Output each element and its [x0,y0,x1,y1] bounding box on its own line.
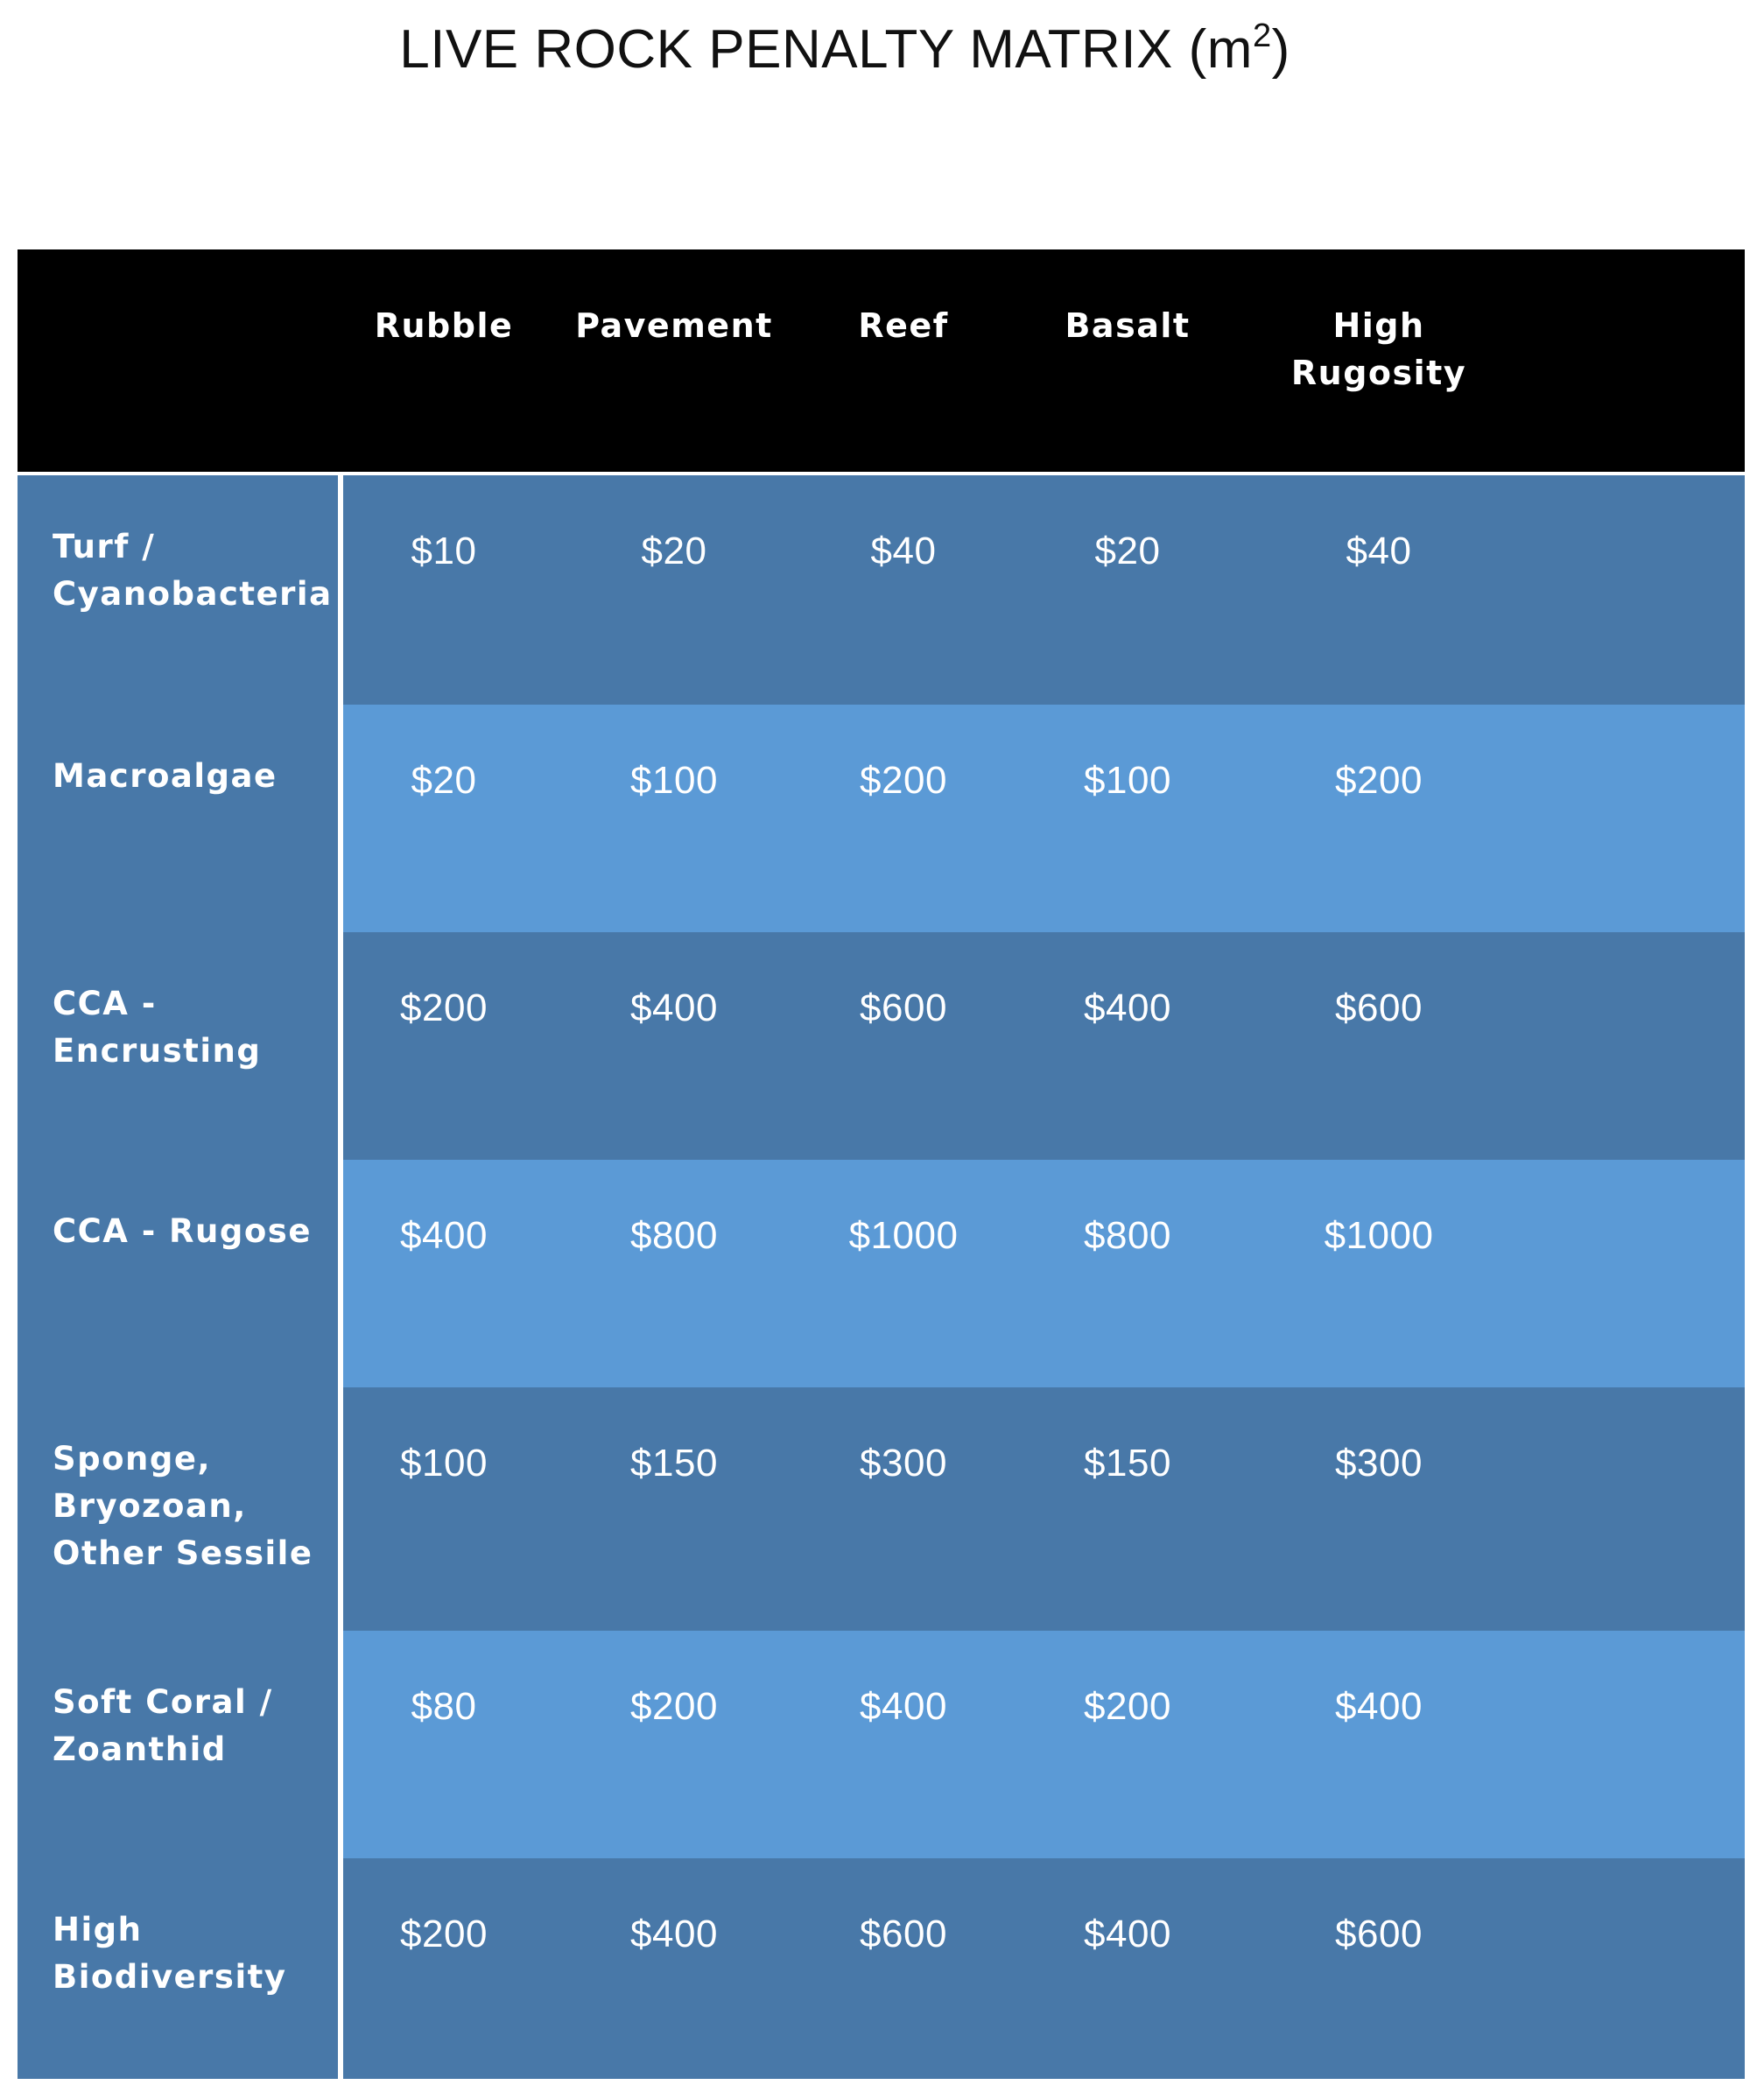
table-cell: $20 [1094,530,1161,572]
table-cell: $300 [1335,1442,1423,1485]
table-cell: $800 [1084,1214,1171,1257]
table-cell: $400 [1084,1913,1171,1955]
title-superscript: 2 [1252,18,1272,54]
table-cell: $200 [1335,759,1423,802]
table-cell: $100 [400,1442,488,1485]
row-header-soft-coral-zoanthid: Soft Coral / Zoanthid [53,1683,273,1768]
column-header-pavement: Pavement [575,306,773,345]
table-cell: $600 [860,1913,947,1955]
column-header-reef: Reef [858,306,949,345]
row-header-cca-encrusting: CCA - Encrusting [53,985,262,1070]
row-header-turf-cyanobacteria: Turf / Cyanobacteria [53,528,333,613]
table-cell: $800 [630,1214,718,1257]
row-header-macroalgae: Macroalgae [53,757,278,795]
table-row [343,1160,1745,1387]
table-cell: $10 [411,530,477,572]
table-cell: $200 [400,986,488,1029]
table-cell: $400 [1335,1685,1423,1728]
table-cell: $400 [860,1685,947,1728]
table-cell: $400 [1084,986,1171,1029]
table-row [343,1858,1745,2079]
table-cell: $20 [411,759,477,802]
penalty-matrix-table [18,249,1745,2079]
table-row [343,475,1745,705]
table-row [343,932,1745,1160]
table-cell: $400 [400,1214,488,1257]
table-cell: $1000 [848,1214,959,1257]
table-row [343,1631,1745,1858]
table-cell: $200 [860,759,947,802]
table-cell: $80 [411,1685,477,1728]
table-cell: $200 [400,1913,488,1955]
column-header-high-rugosity: High Rugosity [1290,306,1467,392]
row-header-sponge-bryozoan-other-sessile: Sponge, Bryozoan, Other Sessile [53,1440,313,1572]
table-cell: $1000 [1324,1214,1434,1257]
table-cell: $40 [870,530,937,572]
table-row [343,705,1745,932]
table-cell: $600 [1335,986,1423,1029]
row-header-high-biodiversity: High Biodiversity [53,1911,287,1996]
table-cell: $600 [860,986,947,1029]
table-cell: $40 [1346,530,1412,572]
column-header-basalt: Basalt [1065,306,1191,345]
row-label-column [18,475,338,2079]
table-cell: $20 [641,530,707,572]
table-cell: $100 [1084,759,1171,802]
row-header-cca-rugose: CCA - Rugose [53,1212,312,1250]
table-header-row [18,249,1745,472]
table-cell: $150 [1084,1442,1171,1485]
column-header-rubble: Rubble [374,306,514,345]
table-cell: $150 [630,1442,718,1485]
table-cell: $200 [1084,1685,1171,1728]
title-text: LIVE ROCK PENALTY MATRIX (m [399,19,1253,80]
table-cell: $600 [1335,1913,1423,1955]
table-row [343,1387,1745,1631]
title-close: ) [1271,19,1290,80]
table-cell: $400 [630,1913,718,1955]
table-cell: $400 [630,986,718,1029]
page-title [0,18,1690,81]
table-cell: $300 [860,1442,947,1485]
table-cell: $100 [630,759,718,802]
table-cell: $200 [630,1685,718,1728]
